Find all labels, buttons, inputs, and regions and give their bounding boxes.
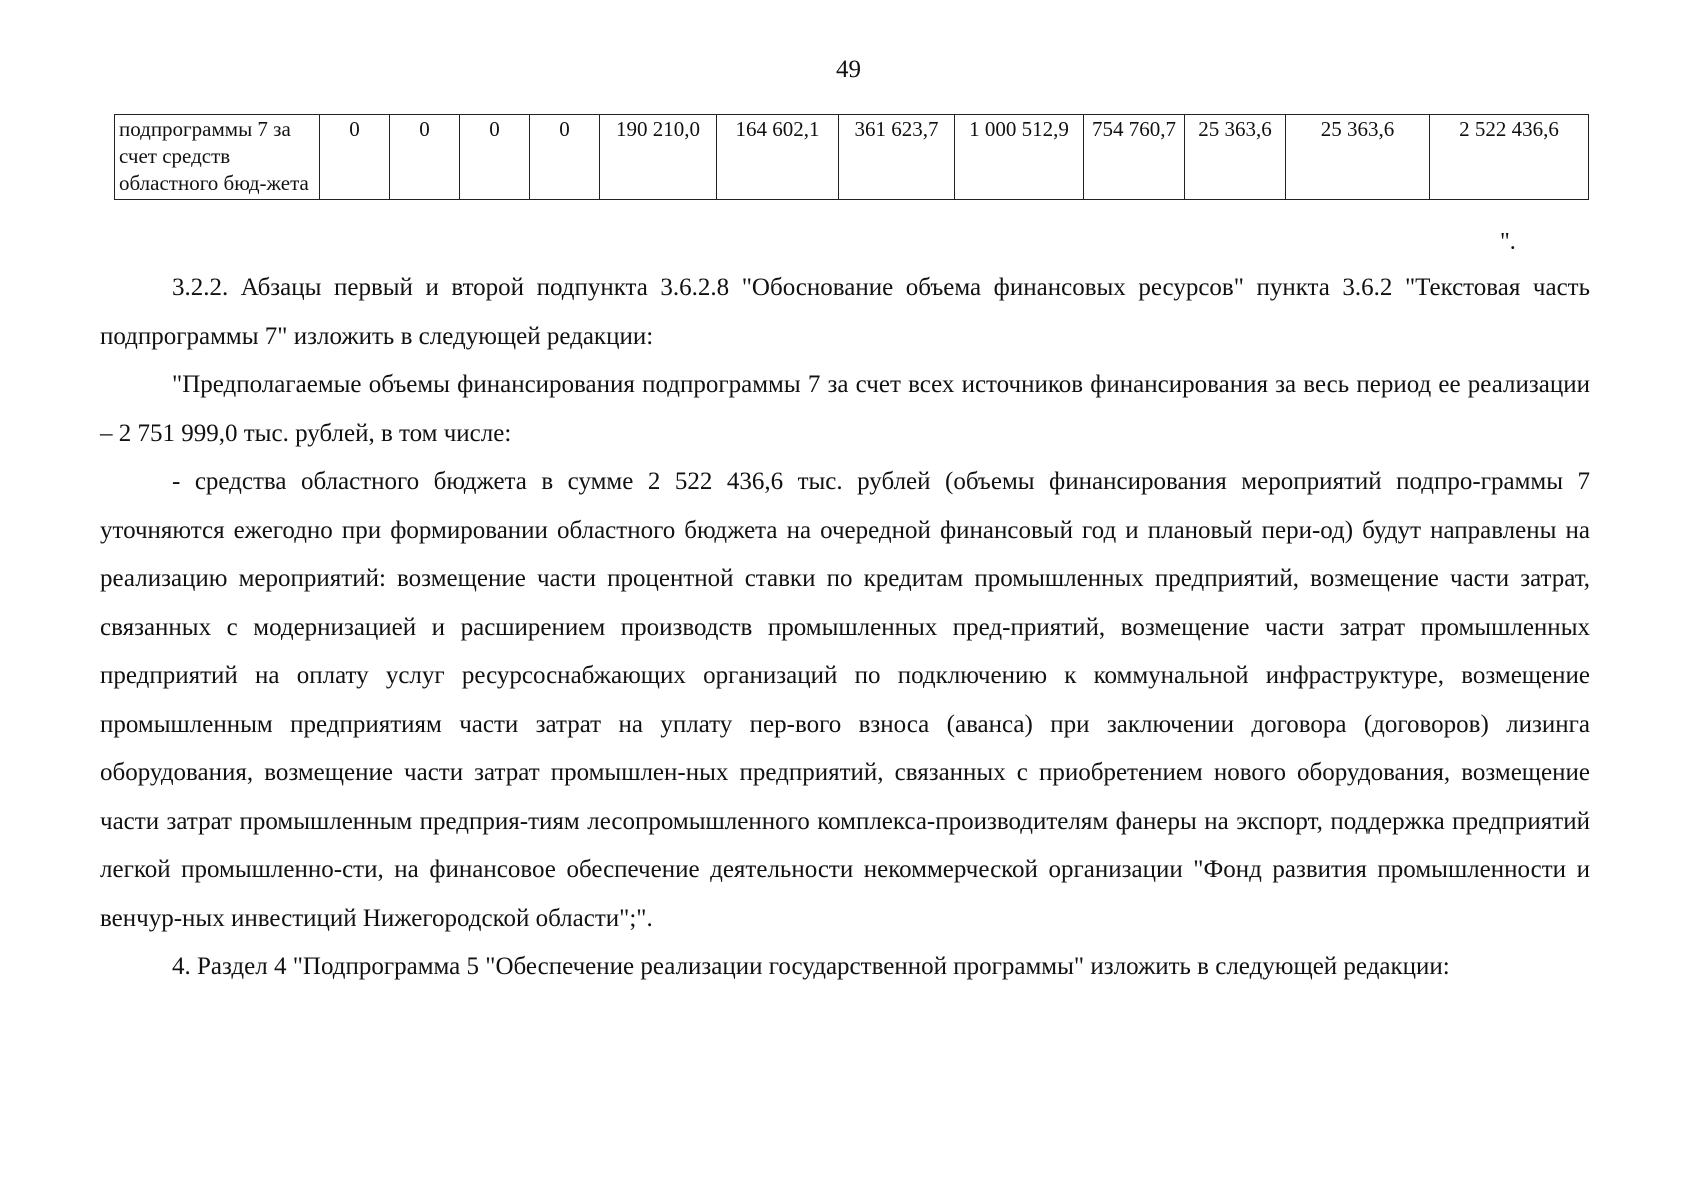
table-cell: 0 [530, 115, 600, 200]
paragraph-regional-budget: - средства областного бюджета в сумме 2 522 436,6 тыс. рублей (объемы финансирования мероприятий подпро-граммы 7 уточняются ежегодно при формировании областного бюджета на очередной финансовый год и плановый пери-од) будут направлены на реализацию мероприятий: возмещение части процентной ставки по кредитам промышленных предприятий, возмещение части затрат, связанных с модернизацией и расширением производств промышленных пред-приятий, возмещение части затрат промышленных предприятий на оплату услуг ресурсоснабжающих организаций по подключению к коммунальной инфраструктуре, возмещение промышленным предприятиям части затрат на уплату пер-вого взноса (аванса) при заключении договора (договоров) лизинга оборудования, возмещение части затрат промышлен-ных предприятий, связанных с приобретением нового оборудования, возмещение части затрат промышленным предприя-тиям лесопромышленного комплекса-производителям фанеры на экспорт, поддержка предприятий легкой промышленно-сти, на финансовое обеспечение деятельности некоммерческой организации "Фонд развития промышленности и венчур-ных инвестиций Нижегородской области";". [100, 468, 1590, 932]
table-cell: 2 522 436,6 [1430, 115, 1589, 200]
paragraph-section-4: 4. Раздел 4 "Подпрограмма 5 "Обеспечение реализации государственной программы" изложить в следующей редакции: [172, 953, 1450, 980]
paragraph-3-2-2: 3.2.2. Абзацы первый и второй подпункта 3.6.2.8 "Обоснование объема финансовых ресурсов" пункта 3.6.2 "Текстовая часть подпрограммы 7" изложить в следующей редакции: [100, 274, 1590, 350]
table-cell: 164 602,1 [717, 115, 839, 200]
document-body [100, 264, 1590, 992]
table-cell: 0 [460, 115, 530, 200]
table-cell: 1 000 512,9 [955, 115, 1084, 200]
table-cell: 190 210,0 [600, 115, 717, 200]
table-cell: 25 363,6 [1185, 115, 1286, 200]
paragraph-financing-volume: "Предполагаемые объемы финансирования подпрограммы 7 за счет всех источников финансирования за весь период ее реализации – 2 751 999,0 тыс. рублей, в том числе: [100, 371, 1590, 447]
table-cell: 754 760,7 [1084, 115, 1185, 200]
table-row [115, 115, 1589, 200]
row-label-cell: подпрограммы 7 за счет средств областного бюд-жета [115, 115, 320, 200]
table-cell: 361 623,7 [839, 115, 955, 200]
closing-quote: ". [1500, 229, 1516, 255]
page-number: 49 [836, 56, 861, 83]
table-cell: 0 [390, 115, 460, 200]
table-cell: 0 [320, 115, 390, 200]
table-cell: 25 363,6 [1286, 115, 1430, 200]
financing-table [114, 114, 1589, 200]
